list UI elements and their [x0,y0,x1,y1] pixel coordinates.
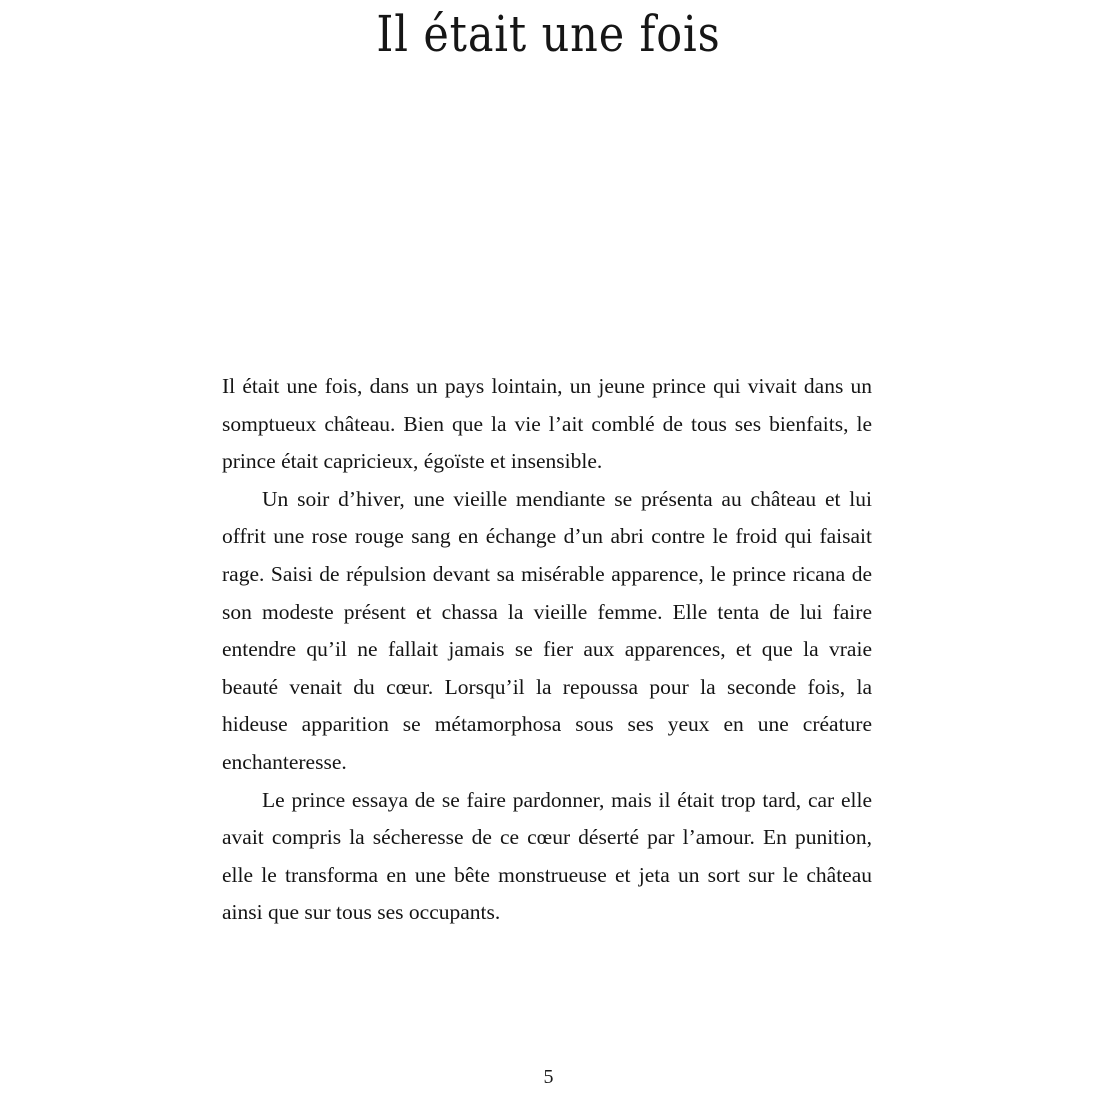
paragraph-1: Il était une fois, dans un pays lointain, un jeune prince qui vivait dans un somptueux château. Bien que la vie l’ait comblé de tous ses bienfaits, le prince était capricieux, égoïste et insensible. [222,374,872,474]
paragraph-3: Le prince essaya de se faire pardonner, mais il était trop tard, car elle avait compris la sécheresse de ce cœur déserté par l’amour. En punition, elle le transforma en une bête monstrueuse et jeta un sort sur le château ainsi que sur tous ses occupants. [222,787,872,925]
paragraph-2: Un soir d’hiver, une vieille mendiante se présenta au château et lui offrit une rose rouge sang en échange d’un abri contre le froid qui faisait rage. Saisi de répulsion devant sa misérable apparence, le prince ricana de son modeste présent et chassa la vieille femme. Elle tenta de lui faire entendre qu’il ne fallait jamais se fier aux apparences, et que la vraie beauté venait du cœur. Lorsqu’il la repoussa pour la seconde fois, la hideuse apparition se métamorphosa sous ses yeux en une créature enchanteresse. [222,486,872,774]
chapter-title: Il était une fois [376,5,721,63]
page-number: 5 [543,1066,554,1088]
body-text [222,368,872,932]
